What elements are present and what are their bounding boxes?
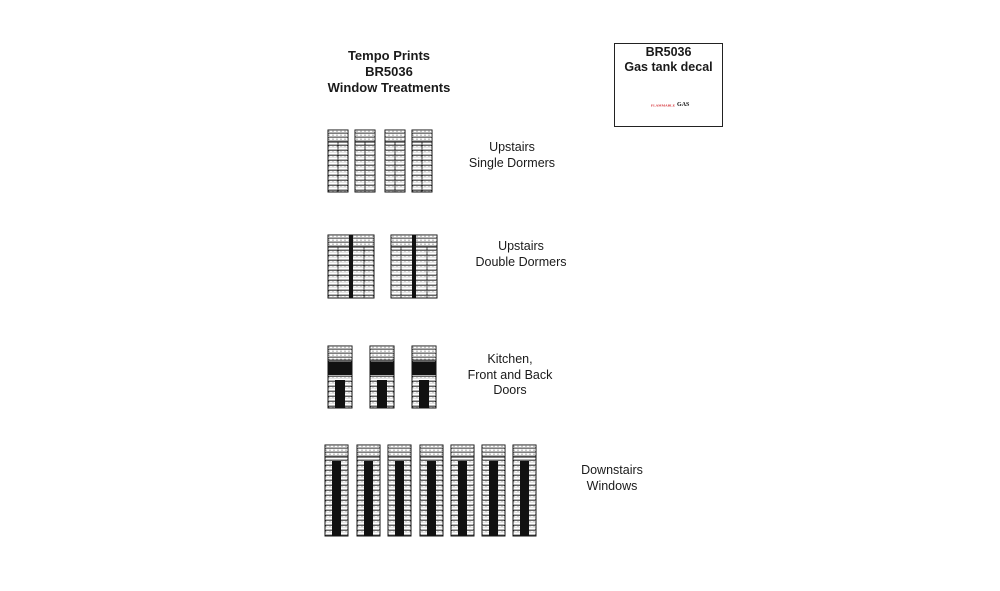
title-line-code: BR5036 xyxy=(365,64,413,79)
label-single-dormers xyxy=(462,140,562,171)
title-line-brand: Tempo Prints xyxy=(347,48,431,63)
label-single-dormers-line2: Single Dormers xyxy=(468,155,556,170)
window-print-icon xyxy=(385,130,405,192)
label-double-dormers-line1: Upstairs xyxy=(498,239,544,253)
window-print-icon xyxy=(513,445,536,536)
single-dormer-prints xyxy=(327,128,435,194)
sheet-title xyxy=(318,48,460,96)
decal-title-name: Gas tank decal xyxy=(624,60,713,74)
decal-title-code: BR5036 xyxy=(645,45,692,59)
decal-title xyxy=(615,45,722,75)
label-downstairs-line1: Downstairs xyxy=(581,463,643,477)
label-single-dormers-line1: Upstairs xyxy=(489,140,535,154)
window-print-icon xyxy=(420,445,443,536)
double-window-print-icon xyxy=(391,235,437,298)
label-downstairs-windows xyxy=(567,463,657,494)
door-prints xyxy=(327,344,439,410)
window-print-icon xyxy=(388,445,411,536)
title-line-subject: Window Treatments xyxy=(327,80,451,95)
gas-tank-decal-box xyxy=(614,43,723,127)
double-window-print-icon xyxy=(328,235,374,298)
window-print-icon xyxy=(328,130,348,192)
double-dormer-prints xyxy=(327,233,439,301)
window-print-icon xyxy=(325,445,348,536)
gas-decal-art xyxy=(651,96,689,114)
door-print-icon xyxy=(370,346,394,408)
window-print-icon xyxy=(412,130,432,192)
label-downstairs-line2: Windows xyxy=(586,478,638,493)
door-print-icon xyxy=(328,346,352,408)
decal-flammable-text: FLAMMABLE xyxy=(651,103,676,108)
decal-gas-text: GAS xyxy=(677,102,690,109)
label-doors-line1: Kitchen, xyxy=(487,352,533,366)
label-double-dormers xyxy=(466,239,576,270)
window-print-icon xyxy=(451,445,474,536)
label-double-dormers-line2: Double Dormers xyxy=(475,254,567,269)
label-doors-line3: Doors xyxy=(493,383,527,397)
window-print-icon xyxy=(482,445,505,536)
door-print-icon xyxy=(412,346,436,408)
window-print-icon xyxy=(357,445,380,536)
downstairs-window-prints xyxy=(324,443,540,539)
label-doors xyxy=(460,352,560,399)
label-doors-line2: Front and Back xyxy=(467,367,553,382)
window-print-icon xyxy=(355,130,375,192)
